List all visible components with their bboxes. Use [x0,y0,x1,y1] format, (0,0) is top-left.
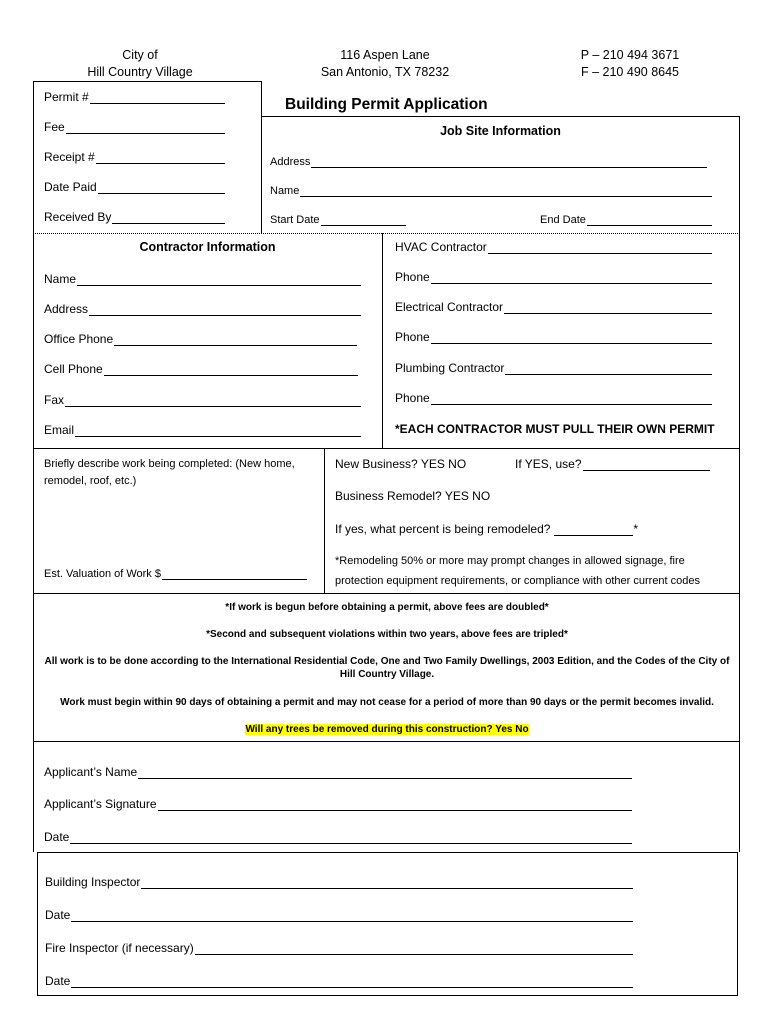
cell-phone-label: Cell Phone [44,362,103,376]
building-inspector-date-label: Date [45,908,71,922]
notice-fees-tripled: *Second and subsequent violations within two years, above fees are tripled* [206,629,568,640]
contractor-address-field[interactable] [44,302,361,316]
job-name-label: Name [270,185,300,197]
work-description-label: Briefly describe work being completed: (New home, remodel, roof, etc.) [44,458,295,487]
plumbing-contractor-field[interactable] [395,361,712,375]
valuation-field[interactable] [44,567,307,580]
city-line2: Hill Country Village [87,65,193,79]
contractor-fax-field[interactable] [44,393,361,407]
if-yes-use-label: If YES, use? [515,457,582,471]
hvac-phone-field[interactable] [395,270,712,284]
fire-inspector-date-label: Date [45,974,71,988]
job-name-field[interactable] [270,184,712,197]
permit-number-label: Permit # [44,90,89,104]
received-by-label: Received By [44,210,112,224]
notice-trees [36,723,738,736]
contractor-permit-note: *EACH CONTRACTOR MUST PULL THEIR OWN PERMIT [395,422,715,436]
fire-inspector-field[interactable] [45,941,633,955]
work-description-area[interactable] [44,470,316,560]
trees-question[interactable]: Will any trees be removed during this construction? Yes No [245,724,529,735]
receipt-number-field[interactable] [44,150,225,164]
new-business-question: New Business? YES NO [335,457,467,471]
building-inspector-label: Building Inspector [45,875,141,889]
applicant-name-label: Applicant’s Name [44,765,138,779]
work-divider [324,449,325,594]
address-line1: 116 Aspen Lane [340,48,430,62]
permit-number-field[interactable] [44,90,225,104]
phone-number: P – 210 494 3671 [580,48,680,62]
remodel-note-line2: protection equipment requirements, or compliance with other current codes [335,575,701,587]
contractor-email-label: Email [44,423,75,437]
job-site-heading: Job Site Information [440,124,561,138]
end-date-label: End Date [540,214,586,226]
contractor-name-field[interactable] [44,272,361,286]
office-phone-field[interactable] [44,332,357,346]
form-title: Building Permit Application [285,96,488,113]
remodel-percent-asterisk: * [633,522,638,536]
applicant-date-field[interactable] [44,830,632,844]
date-paid-label: Date Paid [44,180,97,194]
end-date-field[interactable] [540,213,712,226]
applicant-signature-label: Applicant’s Signature [44,797,157,811]
start-date-label: Start Date [270,214,320,226]
cell-phone-field[interactable] [44,362,358,376]
plumbing-phone-field[interactable] [395,391,712,405]
remodel-note-line1: *Remodeling 50% or more may prompt changes in allowed signage, fire [335,555,685,567]
date-paid-field[interactable] [44,180,225,194]
applicant-date-label: Date [44,830,70,844]
start-date-field[interactable] [270,213,406,226]
city-header [60,47,220,81]
contractor-heading: Contractor Information [139,240,276,254]
fee-field[interactable] [44,120,225,134]
contractor-address-label: Address [44,302,89,316]
remodel-percent-label: If yes, what percent is being remodeled? [335,522,551,536]
contact-header [560,47,700,81]
electrical-contractor-label: Electrical Contractor [395,300,504,314]
fee-label: Fee [44,120,65,134]
contractor-fax-label: Fax [44,393,65,407]
applicant-name-field[interactable] [44,765,632,779]
if-yes-use-field[interactable] [515,457,710,471]
address-header [300,47,470,81]
receipt-number-label: Receipt # [44,150,95,164]
electrical-phone-field[interactable] [395,330,712,344]
business-remodel-question: Business Remodel? YES NO [335,489,491,503]
fax-number: F – 210 490 8645 [581,65,679,79]
city-line1: City of [122,48,158,62]
contractor-name-label: Name [44,272,77,286]
job-address-label: Address [270,156,311,168]
hvac-phone-label: Phone [395,270,430,284]
electrical-phone-label: Phone [395,330,430,344]
plumbing-phone-label: Phone [395,391,430,405]
hvac-contractor-field[interactable] [395,240,712,254]
office-phone-label: Office Phone [44,332,114,346]
plumbing-contractor-label: Plumbing Contractor [395,361,505,375]
notice-fees-doubled: *If work is begun before obtaining a permit, above fees are doubled* [225,602,549,613]
contractor-divider [382,233,383,449]
notice-codes: All work is to be done according to the International Residential Code, One and Two Family Dwellings, 2003 Edition, and the Codes of the City of Hill Country Village. [44,656,730,680]
fire-inspector-date-field[interactable] [45,974,633,988]
address-line2: San Antonio, TX 78232 [320,65,450,79]
applicant-signature-field[interactable] [44,797,632,811]
contractor-email-field[interactable] [44,423,361,437]
remodel-percent-field[interactable] [335,522,638,536]
fire-inspector-label: Fire Inspector (if necessary) [45,941,194,955]
notice-90-days: Work must begin within 90 days of obtaining a permit and may not cease for a period of more than 90 days or the permit becomes invalid. [60,697,714,708]
building-inspector-field[interactable] [45,875,633,889]
valuation-label: Est. Valuation of Work $ [44,568,161,580]
hvac-contractor-label: HVAC Contractor [395,240,487,254]
received-by-field[interactable] [44,210,225,224]
electrical-contractor-field[interactable] [395,300,712,314]
job-address-field[interactable] [270,155,707,168]
building-inspector-date-field[interactable] [45,908,633,922]
